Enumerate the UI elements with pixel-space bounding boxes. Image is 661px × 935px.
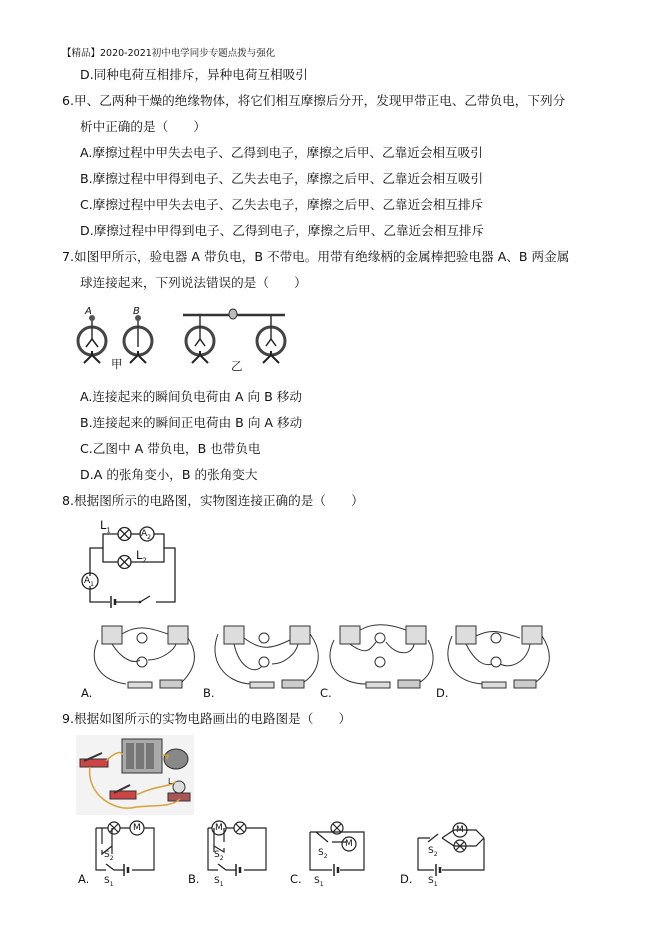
electroscope-pair-yi — [183, 309, 285, 363]
q9-c-motor: M — [345, 839, 353, 849]
q5-option-d: D.同种电荷互相排斥，异种电荷互相吸引 — [80, 67, 308, 82]
q9-c-s1: $S_1$ — [314, 876, 324, 888]
q8-photo-a — [94, 626, 194, 688]
q7-option-d: D.A 的张角变小，B 的张角变大 — [80, 467, 258, 482]
q9-option-c-label: C. — [290, 872, 302, 886]
figure-label-yi: 乙 — [231, 359, 243, 373]
q9-b-s2: $S_2$ — [214, 850, 224, 862]
q8-photo-d — [448, 626, 549, 688]
q9-b-motor: M — [215, 823, 223, 833]
q9-c-s2: $S_2$ — [318, 848, 328, 860]
q6-option-a: A.摩擦过程中甲失去电子、乙得到电子，摩擦之后甲、乙靠近会相互吸引 — [80, 145, 483, 160]
page-header: 【精品】2020-2021初中电学同步专题点拨与强化 — [62, 48, 276, 59]
electroscope-label-a: A — [85, 306, 92, 317]
q8-options — [78, 620, 548, 702]
q8-option-b-label: B. — [203, 686, 215, 700]
q7-stem-line1: 7.如图甲所示，验电器 A 带负电，B 不带电。用带有绝缘柄的金属棒把验电器 A、B 两金属 — [62, 249, 570, 264]
a1-label: $A_1$ — [84, 576, 94, 588]
q6-option-c: C.摩擦过程中甲失去电子、乙失去电子，摩擦之后甲、乙靠近会相互排斥 — [80, 197, 484, 212]
photo-label-l: L — [168, 777, 173, 786]
q9-d-motor: M — [456, 825, 464, 835]
l2-label: $L_2$ — [136, 548, 147, 565]
q9-a-s1: $S_1$ — [104, 876, 114, 888]
q9-options — [78, 818, 498, 888]
q9-option-a-label: A. — [78, 872, 90, 886]
l1-label: $L_1$ — [100, 518, 111, 535]
q9-d-s2: $S_2$ — [428, 846, 438, 858]
q6-option-b: B.摩擦过程中甲得到电子、乙失去电子，摩擦之后甲、乙靠近会相互吸引 — [80, 171, 484, 186]
q7-option-a: A.连接起来的瞬间负电荷由 A 向 B 移动 — [80, 389, 302, 404]
electroscope-label-b: B — [133, 306, 140, 317]
q8-photo-c — [330, 625, 433, 688]
q9-a-motor: M — [133, 823, 141, 833]
q8-circuit-diagram — [78, 518, 188, 610]
q7-stem-line2: 球连接起来，下列说法错误的是（ ） — [80, 275, 307, 290]
q8-option-d-label: D. — [436, 686, 449, 700]
q9-option-d-label: D. — [400, 872, 413, 886]
q8-stem: 8.根据图所示的电路图，实物图连接正确的是（ ） — [62, 493, 364, 508]
electroscope-b-jia — [124, 315, 152, 363]
q8-option-c-label: C. — [320, 686, 332, 700]
electroscope-a-jia — [78, 315, 106, 363]
q6-option-d: D.摩擦过程中甲得到电子、乙得到电子，摩擦之后甲、乙靠近会相互排斥 — [80, 223, 485, 238]
figure-label-jia: 甲 — [111, 357, 123, 371]
q7-option-b: B.连接起来的瞬间正电荷由 B 向 A 移动 — [80, 415, 303, 430]
a2-label: $A_2$ — [141, 529, 151, 541]
q7-option-c: C.乙图中 A 带负电，B 也带负电 — [80, 441, 261, 456]
q6-stem-line2: 析中正确的是（ ） — [80, 119, 206, 134]
q9-stem: 9.根据如图所示的实物电路画出的电路图是（ ） — [62, 711, 352, 726]
q7-electroscope-figure — [75, 305, 305, 375]
q6-stem-line1: 6.甲、乙两种干燥的绝缘物体，将它们相互摩擦后分开，发现甲带正电、乙带负电，下列分 — [62, 93, 566, 108]
q9-a-s2: $S_2$ — [104, 850, 114, 862]
q9-option-b-label: B. — [188, 872, 200, 886]
q9-d-s1: $S_1$ — [428, 876, 438, 888]
q9-b-s1: $S_1$ — [214, 876, 224, 888]
q8-option-a-label: A. — [81, 686, 93, 700]
q8-photo-b — [215, 626, 318, 688]
q9-circuit-photo — [76, 735, 194, 815]
